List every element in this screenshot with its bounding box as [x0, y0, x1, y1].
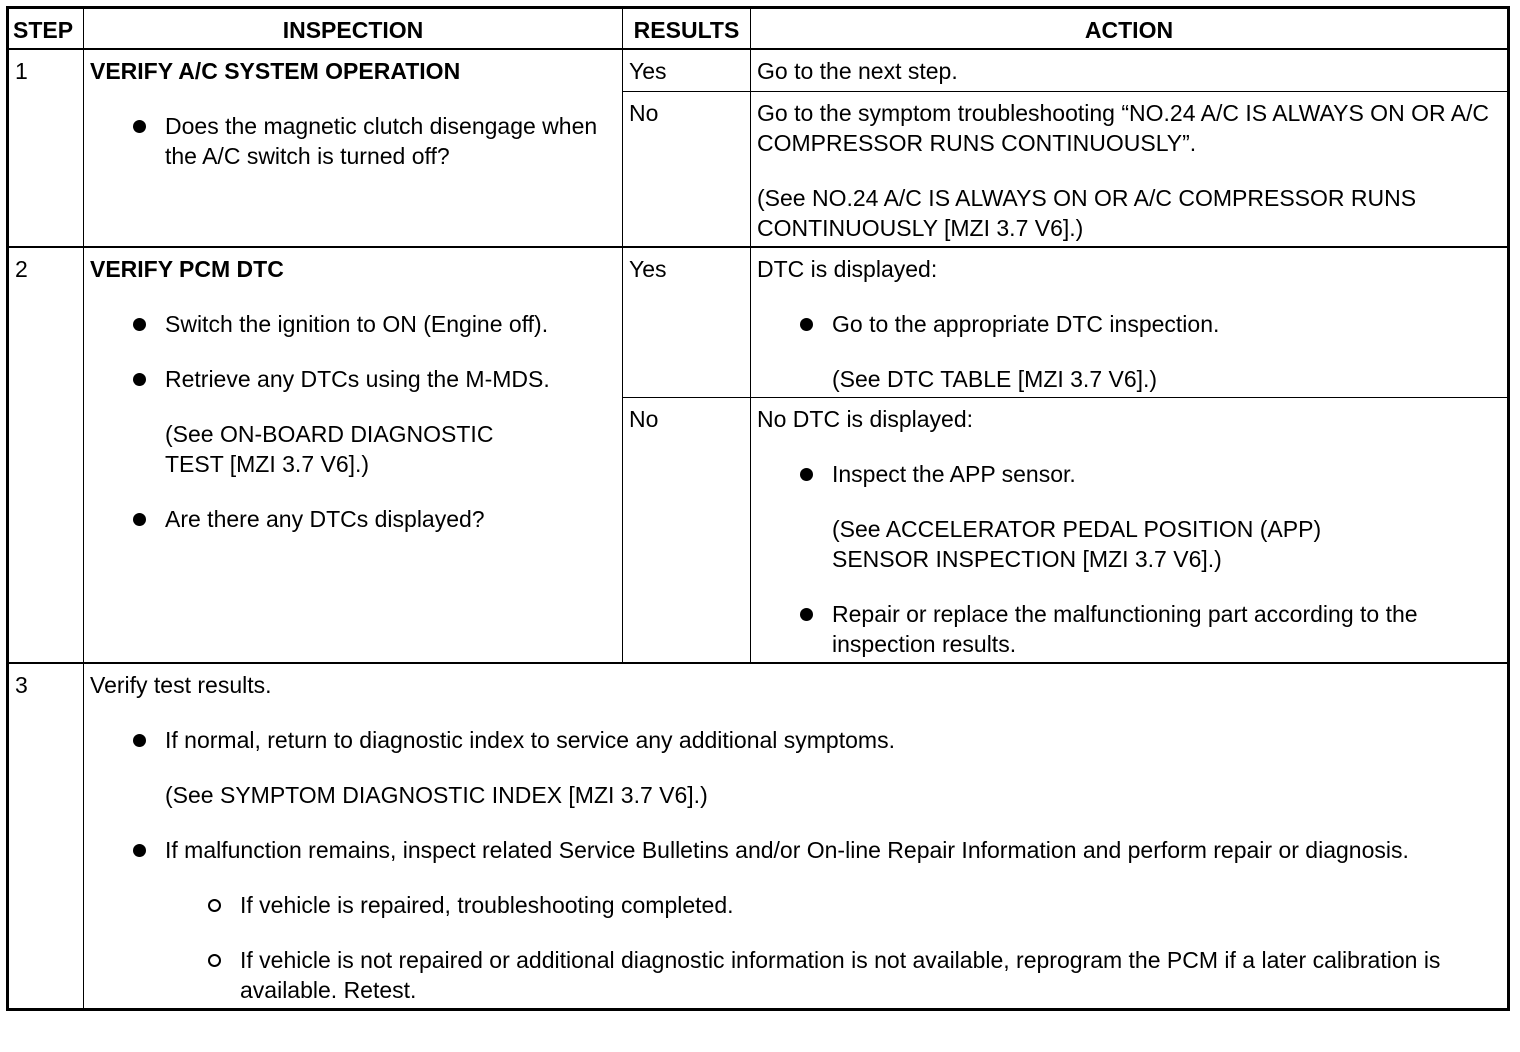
step1-result-no: No — [623, 91, 751, 247]
step2-no-bullets — [757, 459, 1501, 659]
step2-inspection — [84, 247, 623, 663]
step2-bullet-3: Are there any DTCs displayed? — [90, 504, 616, 534]
step3-bullet-1 — [90, 725, 1501, 810]
step3-sub-bullet-2: If vehicle is not repaired or additional diagnostic information is not available, reprogram the PCM if a later calibration is available. Retest. — [165, 945, 1501, 1005]
troubleshooting-table — [6, 6, 1510, 1011]
step2-no-intro: No DTC is displayed: — [757, 405, 974, 432]
step2-result-yes: Yes — [623, 247, 751, 398]
header-results: RESULTS — [623, 8, 751, 50]
step1-bullet-1: Does the magnetic clutch disengage when the A/C switch is turned off? — [90, 111, 616, 171]
step1-result-yes: Yes — [623, 49, 751, 91]
header-row — [8, 8, 1509, 50]
step1-title: VERIFY A/C SYSTEM OPERATION — [90, 58, 461, 84]
step1-action-yes: Go to the next step. — [751, 49, 1509, 91]
step1-bullets — [90, 111, 616, 171]
step3-number: 3 — [8, 663, 84, 1010]
step2-bullet-1: Switch the ignition to ON (Engine off). — [90, 309, 616, 339]
step1-no-action-text: Go to the symptom troubleshooting “NO.24 A/C IS ALWAYS ON OR A/C COMPRESSOR RUNS CONTINUOUSLY”. — [757, 99, 1490, 156]
step2-row-yes — [8, 247, 1509, 398]
step2-yes-intro: DTC is displayed: — [757, 255, 938, 282]
step2-no-see: (See ACCELERATOR PEDAL POSITION (APP) SENSOR INSPECTION [MZI 3.7 V6].) — [832, 515, 1322, 572]
step3-sub-bullets — [165, 890, 1501, 1005]
step1-inspection — [84, 49, 623, 247]
step2-yes-bullet-1-text: Go to the appropriate DTC inspection. — [832, 310, 1220, 337]
step2-no-bullet-1 — [757, 459, 1501, 574]
step2-yes-bullet-1 — [757, 309, 1501, 394]
step2-no-bullet-2: Repair or replace the malfunctioning part according to the inspection results. — [757, 599, 1501, 659]
step3-bullet-1-text: If normal, return to diagnostic index to service any additional symptoms. — [165, 726, 895, 753]
step1-row-yes — [8, 49, 1509, 91]
step3-bullet-1-see: (See SYMPTOM DIAGNOSTIC INDEX [MZI 3.7 V6].) — [165, 781, 708, 808]
step3-content — [84, 663, 1509, 1010]
step2-action-no — [751, 397, 1509, 663]
step3-intro: Verify test results. — [90, 671, 272, 698]
step3-sub-bullet-1: If vehicle is repaired, troubleshooting completed. — [165, 890, 1501, 920]
step3-bullet-2 — [90, 835, 1501, 1005]
step2-title: VERIFY PCM DTC — [90, 255, 284, 282]
step3-row — [8, 663, 1509, 1010]
step1-number: 1 — [8, 49, 84, 247]
step2-yes-see: (See DTC TABLE [MZI 3.7 V6].) — [832, 365, 1158, 392]
step2-number: 2 — [8, 247, 84, 663]
step3-bullet-2-text: If malfunction remains, inspect related Service Bulletins and/or On-line Repair Information and perform repair or diagnosis. — [165, 836, 1409, 863]
step1-action-no — [751, 91, 1509, 247]
step2-bullet-2-see: (See ON-BOARD DIAGNOSTIC TEST [MZI 3.7 V6].) — [165, 420, 494, 477]
step2-bullet-2-text: Retrieve any DTCs using the M-MDS. — [165, 365, 550, 392]
step2-yes-bullets — [757, 309, 1501, 394]
step2-result-no: No — [623, 397, 751, 663]
step2-bullet-2 — [90, 364, 616, 479]
step3-bullets — [90, 725, 1501, 1005]
header-inspection: INSPECTION — [84, 8, 623, 50]
header-step: STEP — [8, 8, 84, 50]
step1-no-see: (See NO.24 A/C IS ALWAYS ON OR A/C COMPRESSOR RUNS CONTINUOUSLY [MZI 3.7 V6].) — [757, 184, 1417, 241]
step2-action-yes — [751, 247, 1509, 398]
step2-bullets — [90, 309, 616, 534]
step2-no-bullet-1-text: Inspect the APP sensor. — [832, 460, 1076, 487]
header-action: ACTION — [751, 8, 1509, 50]
